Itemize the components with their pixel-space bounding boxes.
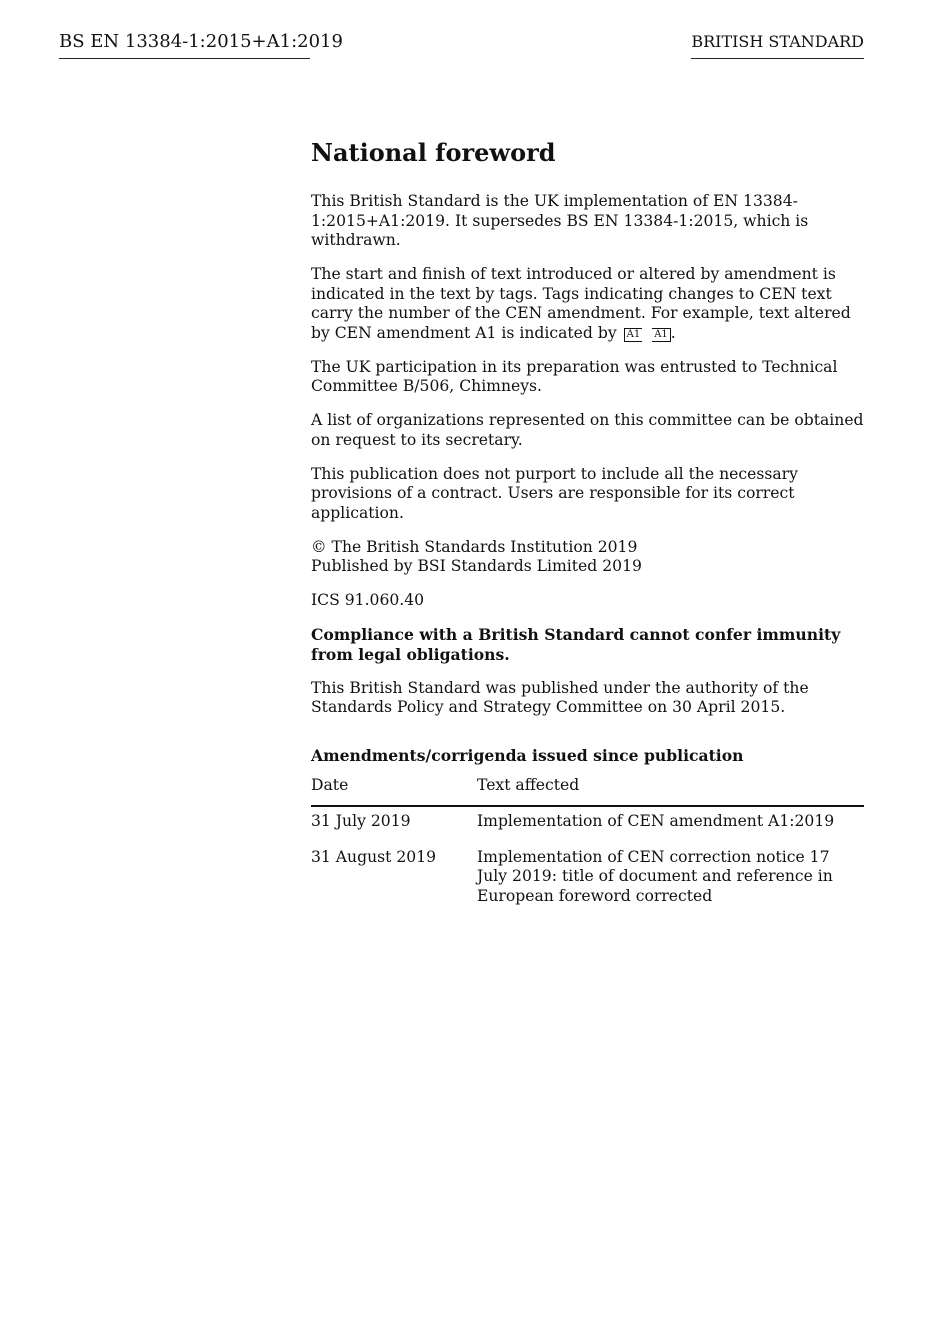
copyright-line: © The British Standards Institution 2019	[311, 537, 638, 556]
amendment-tags-paragraph	[311, 265, 864, 343]
committee-paragraph: The UK participation in its preparation was entrusted to Technical Committee B/506, Chimneys.	[311, 357, 838, 395]
implementation-paragraph: This British Standard is the UK implementation of EN 13384-1:2015+A1:2019. It supersedes BS EN 13384-1:2015, which is withdrawn.	[311, 192, 809, 249]
column-header-text-affected: Text affected	[477, 776, 864, 807]
amendment-date: 31 July 2019	[311, 812, 411, 830]
amendment-tags-text: The start and finish of text introduced or altered by amendment is indicated in the text by tags. Tags indicating changes to CEN text carry the number of the CEN amendment. For example, text altered by CEN amendment A1 is indicated by	[311, 265, 851, 342]
compliance-statement: Compliance with a British Standard cannot confer immunity from legal obligations.	[311, 625, 841, 664]
ics-code: ICS 91.060.40	[311, 591, 425, 609]
amendment-date: 31 August 2019	[311, 847, 437, 866]
table-header-row	[311, 776, 864, 807]
organizations-paragraph: A list of organizations represented on this committee can be obtained on request to its secretary.	[311, 411, 864, 449]
amendment-text: Implementation of CEN correction notice 17 July 2019: title of document and reference in European foreword corrected	[477, 847, 833, 905]
table-row	[311, 843, 864, 918]
copyright-block	[311, 538, 864, 577]
amendments-heading: Amendments/corrigenda issued since publication	[311, 745, 744, 765]
authority-paragraph: This British Standard was published under the authority of the Standards Policy and Strategy Committee on 30 April 2015.	[311, 678, 809, 716]
amendments-table	[311, 776, 864, 918]
publisher-line: Published by BSI Standards Limited 2019	[311, 557, 642, 575]
document-type: BRITISH STANDARD	[691, 31, 864, 59]
foreword-body	[311, 138, 864, 917]
document-number: BS EN 13384-1:2015+A1:2019	[59, 30, 310, 59]
amendment-start-tag-icon: A1	[624, 328, 643, 342]
provisions-paragraph: This publication does not purport to include all the necessary provisions of a contract. Users are responsible for its correct application.	[311, 464, 798, 522]
table-row	[311, 806, 864, 843]
amendment-text: Implementation of CEN amendment A1:2019	[477, 812, 835, 830]
amendment-tags-period: .	[670, 323, 676, 342]
column-header-date: Date	[311, 776, 477, 807]
page-title: National foreword	[311, 138, 556, 167]
amendment-end-tag-icon: A1	[652, 328, 671, 342]
